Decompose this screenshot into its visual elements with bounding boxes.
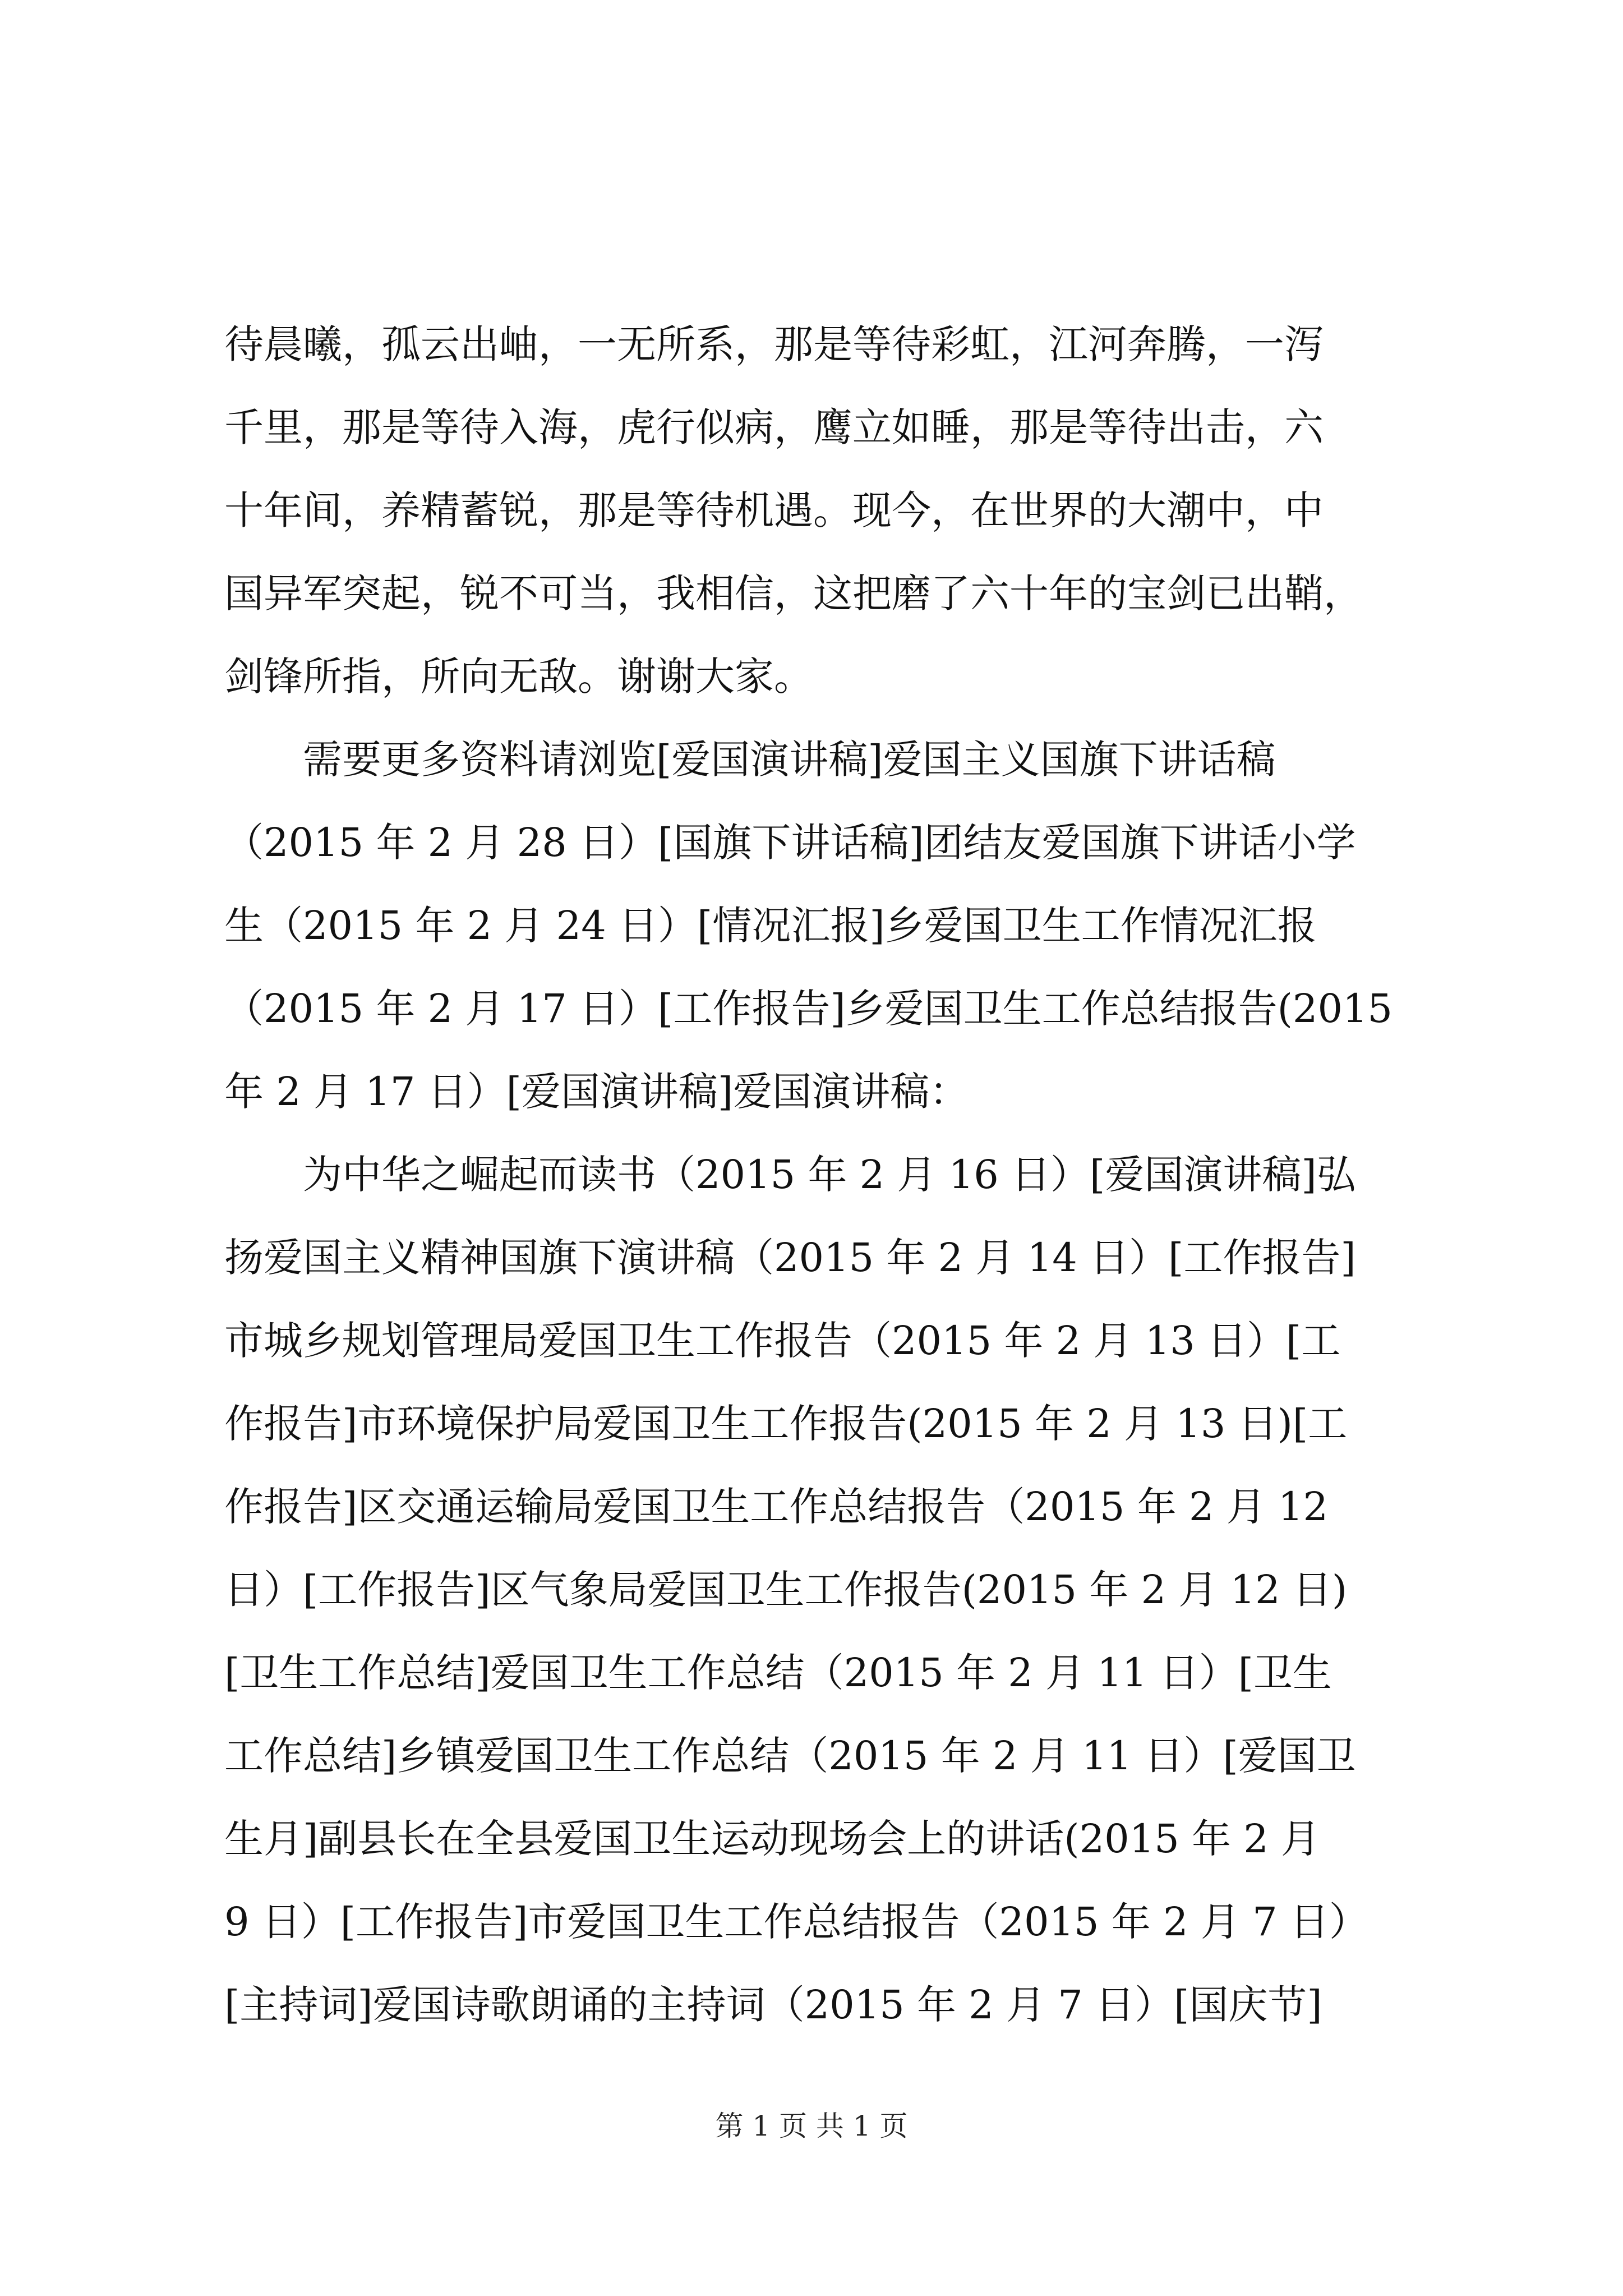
text-line: 国异军突起，锐不可当，我相信，这把磨了六十年的宝剑已出鞘，	[224, 570, 1363, 616]
page-footer	[0, 2106, 1623, 2146]
text-line: 需要更多资料请浏览[爱国演讲稿]爱国主义国旗下讲话稿	[303, 737, 1276, 783]
text-line: 工作总结]乡镇爱国卫生工作总结（2015 年 2 月 11 日）[爱国卫	[224, 1733, 1356, 1779]
text-line: 生月]副县长在全县爱国卫生运动现场会上的讲话(2015 年 2 月	[224, 1816, 1321, 1862]
text-line: 市城乡规划管理局爱国卫生工作报告（2015 年 2 月 13 日）[工	[224, 1318, 1341, 1364]
text-line: 年 2 月 17 日）[爱国演讲稿]爱国演讲稿：	[224, 1069, 969, 1115]
page-number-label: 第 1 页 共 1 页	[715, 2110, 908, 2142]
text-line: 日）[工作报告]区气象局爱国卫生工作报告(2015 年 2 月 12 日)	[224, 1567, 1348, 1613]
document-body	[224, 303, 1430, 2046]
text-line: [卫生工作总结]爱国卫生工作总结（2015 年 2 月 11 日）[卫生	[224, 1650, 1332, 1696]
text-line: （2015 年 2 月 28 日）[国旗下讲话稿]团结友爱国旗下讲话小学	[224, 820, 1356, 866]
text-line: 待晨曦，孤云出岫，一无所系，那是等待彩虹，江河奔腾，一泻	[224, 321, 1324, 367]
text-line: 十年间，养精蓄锐，那是等待机遇。现今，在世界的大潮中，中	[224, 487, 1324, 533]
text-line: （2015 年 2 月 17 日）[工作报告]乡爱国卫生工作总结报告(2015	[224, 986, 1393, 1032]
text-line: 作报告]区交通运输局爱国卫生工作总结报告（2015 年 2 月 12	[224, 1484, 1329, 1530]
text-line: 作报告]市环境保护局爱国卫生工作报告(2015 年 2 月 13 日)[工	[224, 1401, 1348, 1447]
text-line: 9 日）[工作报告]市爱国卫生工作总结报告（2015 年 2 月 7 日）	[224, 1899, 1368, 1945]
text-line: 剑锋所指，所向无敌。谢谢大家。	[224, 654, 813, 700]
text-line: 扬爱国主义精神国旗下演讲稿（2015 年 2 月 14 日）[工作报告]	[224, 1235, 1356, 1281]
text-line: [主持词]爱国诗歌朗诵的主持词（2015 年 2 月 7 日）[国庆节]	[224, 1982, 1322, 2028]
text-line: 为中华之崛起而读书（2015 年 2 月 16 日）[爱国演讲稿]弘	[303, 1152, 1356, 1198]
text-line: 千里，那是等待入海，虎行似病，鹰立如睡，那是等待出击，六	[224, 404, 1324, 450]
text-line: 生（2015 年 2 月 24 日）[情况汇报]乡爱国卫生工作情况汇报	[224, 903, 1317, 949]
